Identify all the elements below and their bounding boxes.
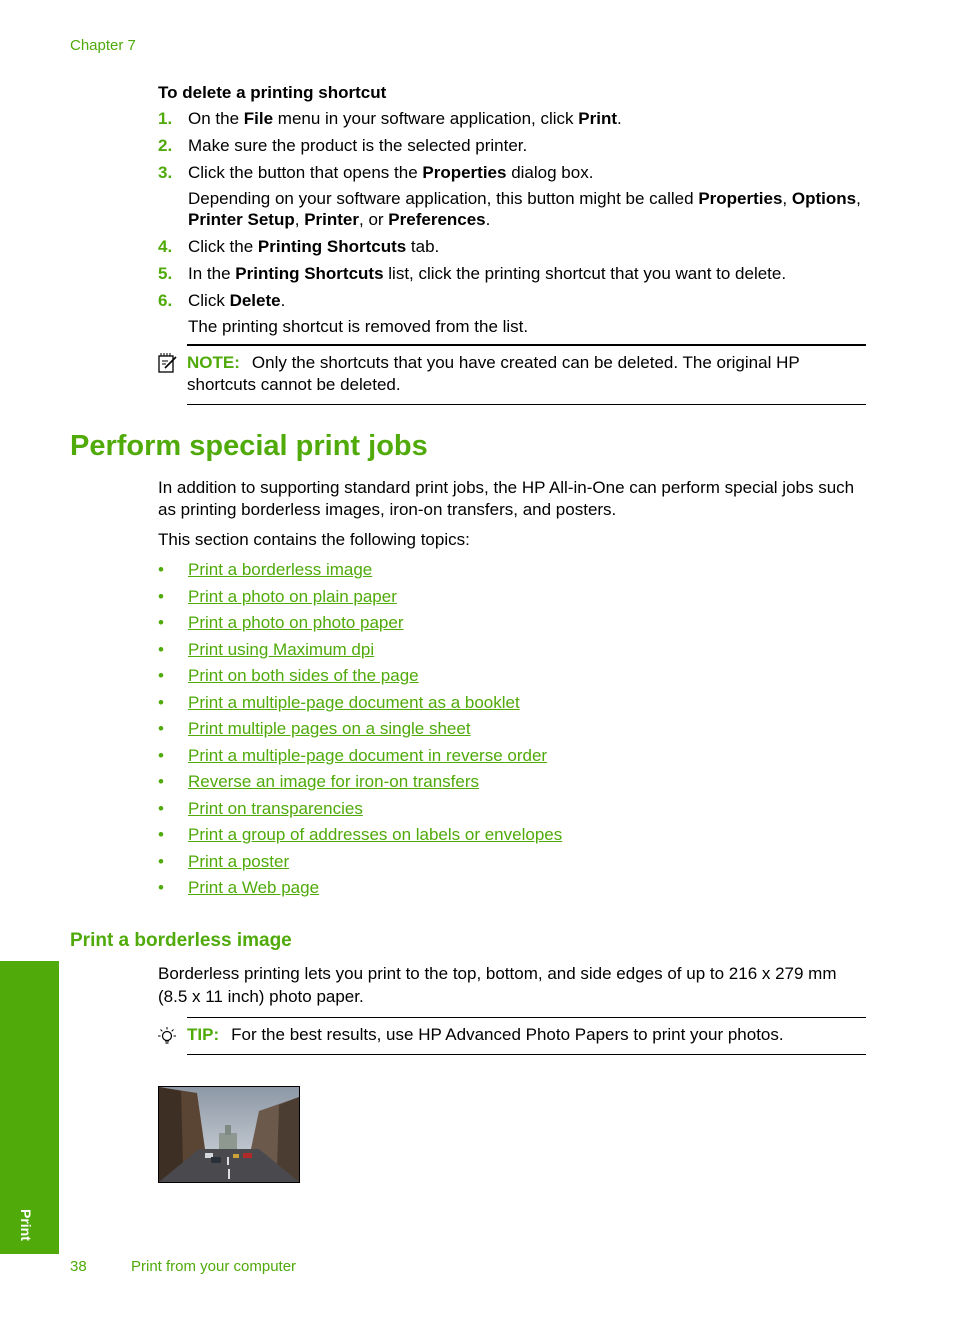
topic-link[interactable]: Print a borderless image (188, 560, 373, 579)
list-item: • Print a multiple-page document as a booklet (158, 692, 520, 712)
step-5: 5. In the Printing Shortcuts list, click the printing shortcut that you want to delete. (158, 264, 787, 283)
step-number: 6. (158, 291, 173, 310)
street-photo (158, 1086, 300, 1183)
topic-link[interactable]: Print a multiple-page document as a booklet (188, 692, 520, 712)
step-number: 3. (158, 163, 173, 182)
step-number: 4. (158, 237, 173, 256)
step-4: 4. Click the Printing Shortcuts tab. (158, 237, 440, 256)
list-item: • Reverse an image for iron-on transfers (158, 772, 480, 791)
topic-link[interactable]: Print a photo on plain paper (188, 586, 397, 606)
list-item: • Print on both sides of the page (158, 666, 419, 685)
list-item: • Print a photo on plain paper (158, 586, 397, 606)
list-item: • Print using Maximum dpi (158, 639, 375, 659)
topic-link[interactable]: Reverse an image for iron-on transfers (188, 772, 480, 791)
note-text: Only the shortcuts that you have created can be deleted. The original HP shortcuts cannot be deleted. (187, 353, 800, 394)
subsection-title: Print a borderless image (70, 930, 292, 951)
topic-link[interactable]: Print on both sides of the page (188, 666, 419, 685)
step-3: 3. Click the button that opens the Properties dialog box. Depending on your software application, this button might be called Properties, Options, Printer Setup, Printer, or Preferences. (158, 162, 868, 230)
step-number: 2. (158, 136, 173, 155)
topic-link[interactable]: Print using Maximum dpi (188, 639, 375, 659)
note-label: NOTE: (187, 353, 240, 372)
chapter-header: Chapter 7 (70, 37, 136, 54)
procedure-title: To delete a printing shortcut (158, 83, 387, 102)
topics-list (158, 560, 562, 905)
section-intro: In addition to supporting standard print jobs, the HP All-in-One can perform special jobs such as printing borderless images, iron-on transfers, and posters. (158, 478, 855, 519)
list-item: • Print multiple pages on a single sheet (158, 719, 471, 738)
topics-intro: This section contains the following topics: (158, 530, 470, 549)
side-tab-label-wrap (0, 961, 59, 1254)
topic-link[interactable]: Print multiple pages on a single sheet (188, 719, 471, 738)
step-1: 1. On the File menu in your software application, click Print. (158, 109, 622, 128)
list-item: • Print a group of addresses on labels or envelopes (158, 825, 563, 844)
topic-link[interactable]: Print a group of addresses on labels or envelopes (188, 825, 563, 844)
list-item: • Print a photo on photo paper (158, 613, 404, 632)
note-box (187, 344, 866, 405)
list-item: • Print a poster (158, 851, 290, 871)
list-item: • Print on transparencies (158, 798, 363, 818)
note-icon (157, 352, 179, 379)
side-tab-label: Print (18, 1209, 34, 1241)
topic-link[interactable]: Print a poster (188, 851, 290, 871)
topic-link[interactable]: Print a Web page (188, 878, 320, 897)
step-6: 6. Click Delete. The printing shortcut is removed from the list. (158, 290, 868, 337)
step-3-detail: Depending on your software application, this button might be called Properties, Options, Printer Setup, Printer, or Preferences. (188, 189, 861, 229)
step-number: 5. (158, 264, 173, 283)
footer-title: Print from your computer (131, 1258, 297, 1275)
list-item: • Print a Web page (158, 878, 320, 897)
step-number: 1. (158, 109, 173, 128)
page-number: 38 (70, 1258, 87, 1275)
subsection-text: Borderless printing lets you print to the top, bottom, and side edges of up to 216 x 279 mm (8.5 x 11 inch) photo paper. (158, 964, 837, 1006)
list-item: • Print a multiple-page document in reverse order (158, 745, 548, 765)
lightbulb-icon (156, 1026, 178, 1053)
tip-text: For the best results, use HP Advanced Photo Papers to print your photos. (231, 1025, 784, 1044)
tip-label: TIP: (187, 1025, 220, 1044)
topic-link[interactable]: Print a photo on photo paper (188, 613, 404, 632)
steps-list (158, 108, 868, 343)
section-title: Perform special print jobs (70, 430, 428, 462)
topic-link[interactable]: Print on transparencies (188, 798, 363, 818)
step-2: 2. Make sure the product is the selected printer. (158, 136, 528, 155)
step-6-result: The printing shortcut is removed from the list. (188, 317, 529, 336)
tip-box (187, 1017, 866, 1055)
list-item: • Print a borderless image (158, 560, 373, 579)
topic-link[interactable]: Print a multiple-page document in reverse order (188, 745, 548, 765)
